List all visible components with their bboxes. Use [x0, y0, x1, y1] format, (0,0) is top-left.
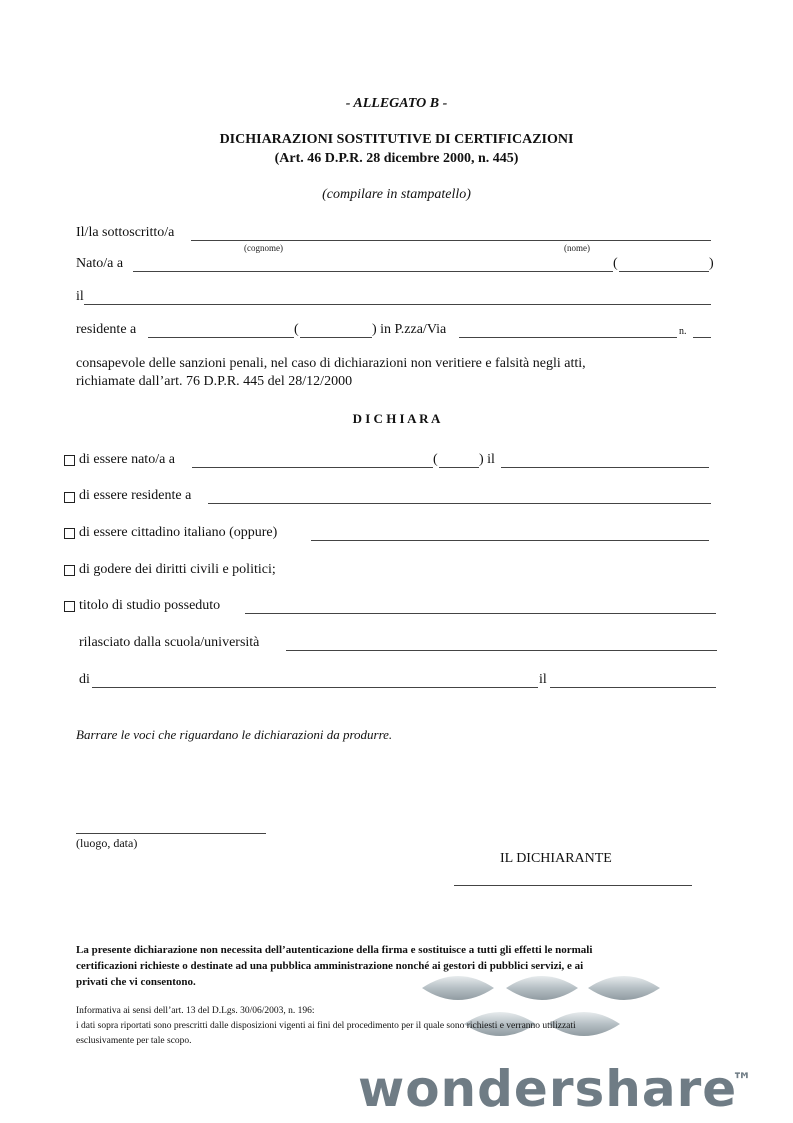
- footer-note-line-2: certificazioni richieste o destinate ad una pubblica amministrazione nonché ai gestori di pubblici servizi, e ai: [76, 960, 584, 972]
- nome-label: (nome): [564, 243, 590, 253]
- paren-close: ): [709, 256, 714, 271]
- watermark-logo-icon: [420, 968, 720, 1050]
- il-field[interactable]: [84, 304, 711, 305]
- paren-open: (: [433, 452, 438, 467]
- decl-cittadino-label: di essere cittadino italiano (oppure): [79, 525, 278, 540]
- di-il-field[interactable]: [550, 687, 716, 688]
- decl-titolo-label: titolo di studio posseduto: [79, 598, 221, 613]
- decl-cittadino-field[interactable]: [311, 540, 709, 541]
- checkbox-cittadino[interactable]: [64, 528, 75, 539]
- residente-label: residente a: [76, 322, 137, 337]
- document-title: DICHIARAZIONI SOSTITUTIVE DI CERTIFICAZIONI: [219, 132, 574, 147]
- luogo-data-field[interactable]: [76, 833, 266, 834]
- decl-nato-label: di essere nato/a a: [79, 452, 176, 467]
- rilasciato-label: rilasciato dalla scuola/università: [79, 635, 260, 650]
- decl-nato-data-field[interactable]: [501, 467, 709, 468]
- decl-nato-field[interactable]: [192, 467, 433, 468]
- allegato-label: - ALLEGATO B -: [345, 96, 448, 111]
- decl-provincia-field[interactable]: [439, 467, 479, 468]
- rilasciato-field[interactable]: [286, 650, 717, 651]
- sottoscritto-field[interactable]: [191, 240, 711, 241]
- checkbox-residente[interactable]: [64, 492, 75, 503]
- watermark-trademark: ™: [732, 1068, 752, 1092]
- sottoscritto-label: Il/la sottoscritto/a: [76, 225, 175, 240]
- checkbox-titolo[interactable]: [64, 601, 75, 612]
- provincia-residente-field[interactable]: [300, 337, 372, 338]
- checkbox-nato[interactable]: [64, 455, 75, 466]
- cognome-label: (cognome): [244, 243, 283, 253]
- il-label: il: [76, 289, 84, 304]
- provincia-nato-field[interactable]: [619, 271, 709, 272]
- consapevole-line-1: consapevole delle sanzioni penali, nel caso di dichiarazioni non veritiere e falsità negli atti,: [76, 356, 586, 371]
- footer-note-line-3: privati che vi consentono.: [76, 976, 196, 988]
- di-label: di: [79, 672, 90, 687]
- paren-open: (: [613, 256, 618, 271]
- dichiara-heading: D I C H I A R A: [352, 411, 441, 426]
- indirizzo-field[interactable]: [459, 337, 677, 338]
- di-field[interactable]: [92, 687, 538, 688]
- di-il-label: il: [539, 672, 547, 687]
- instruction-text: (compilare in stampatello): [322, 187, 471, 202]
- informativa-line-1: Informativa ai sensi dell’art. 13 del D.Lgs. 30/06/2003, n. 196:: [76, 1006, 315, 1016]
- nato-field[interactable]: [133, 271, 613, 272]
- checkbox-diritti[interactable]: [64, 565, 75, 576]
- decl-residente-field[interactable]: [208, 503, 711, 504]
- decl-titolo-field[interactable]: [245, 613, 716, 614]
- luogo-data-label: (luogo, data): [76, 836, 138, 850]
- footer-note-line-1: La presente dichiarazione non necessita dell’autenticazione della firma e sostituisce a tutti gli effetti le normali: [76, 944, 593, 956]
- informativa-line-3: esclusivamente per tale scopo.: [76, 1036, 192, 1046]
- numero-field[interactable]: [693, 337, 711, 338]
- diamond-icon: [422, 976, 494, 1000]
- nato-label: Nato/a a: [76, 256, 124, 271]
- diamond-icon: [506, 976, 578, 1000]
- indirizzo-label: ) in P.zza/Via: [372, 322, 447, 337]
- consapevole-line-2: richiamate dall’art. 76 D.P.R. 445 del 28/12/2000: [76, 374, 353, 389]
- decl-residente-label: di essere residente a: [79, 488, 192, 503]
- dichiarante-label: IL DICHIARANTE: [500, 851, 612, 866]
- residente-field[interactable]: [148, 337, 294, 338]
- document-subtitle: (Art. 46 D.P.R. 28 dicembre 2000, n. 445): [274, 151, 519, 166]
- diamond-icon: [588, 976, 660, 1000]
- watermark-text: wondershare: [358, 1060, 738, 1118]
- barrare-note: Barrare le voci che riguardano le dichiarazioni da produrre.: [76, 727, 393, 742]
- paren-open: (: [294, 322, 299, 337]
- decl-nato-il-label: ) il: [479, 452, 495, 467]
- numero-label: n.: [679, 326, 687, 337]
- decl-diritti-label: di godere dei diritti civili e politici;: [79, 562, 276, 577]
- informativa-line-2: i dati sopra riportati sono prescritti dalle disposizioni vigenti ai fini del procedimento per il quale sono richiesti e verranno utilizzati: [76, 1021, 576, 1031]
- firma-field[interactable]: [454, 885, 692, 886]
